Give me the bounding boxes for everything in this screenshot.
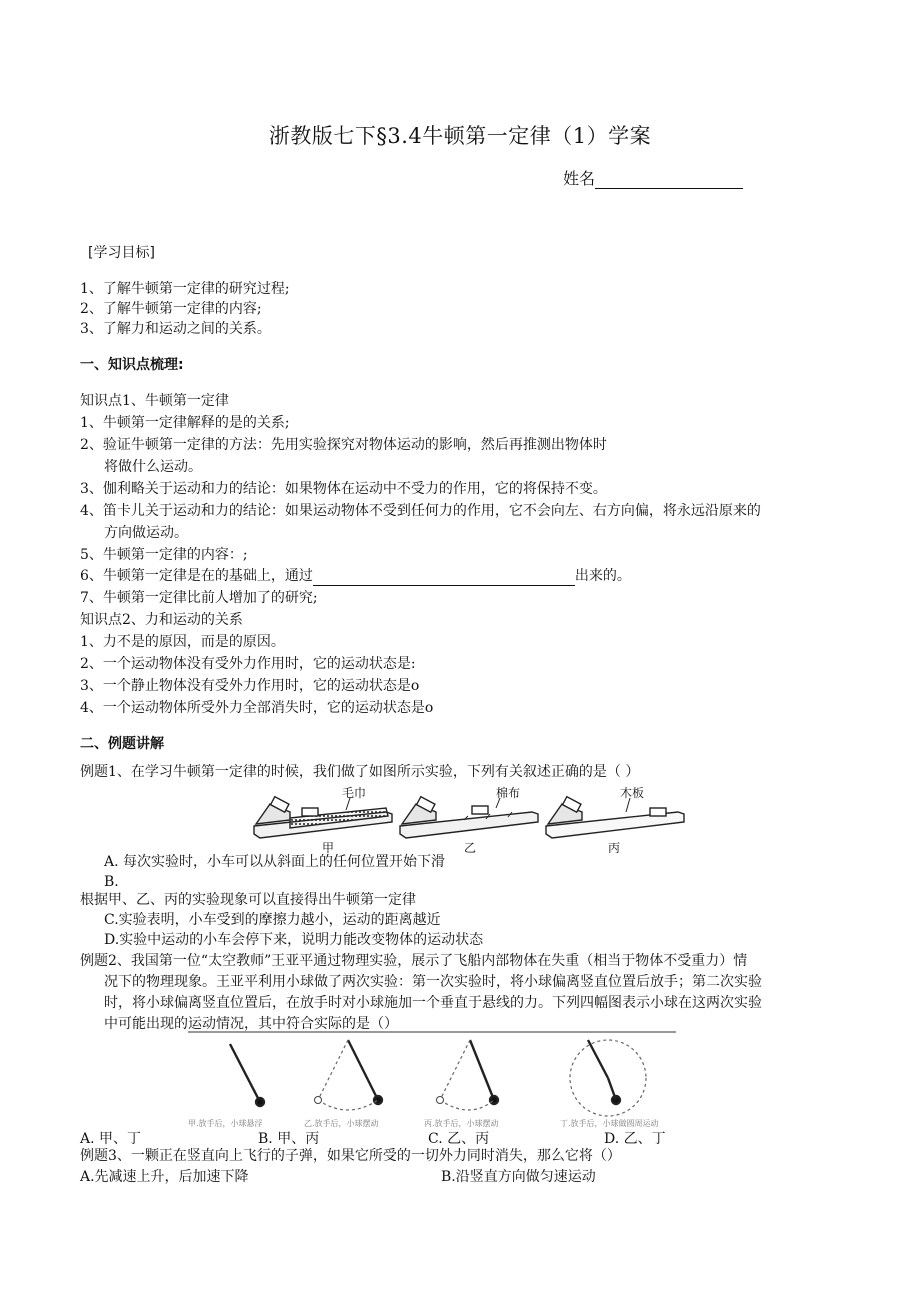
ex1-option-d: D.实验中运动的小车会停下来，说明力能改变物体的运动状态 xyxy=(104,932,484,948)
ex1-option-b: B. xyxy=(104,874,119,890)
ex2-option-d: D. 乙、丁 xyxy=(604,1131,666,1147)
kp1-item: 1、牛顿第一定律解释的是的关系; xyxy=(80,415,290,431)
ex2-option-b: B. 甲、丙 xyxy=(258,1131,320,1147)
fig-caption-bing: 丙 xyxy=(608,841,621,855)
name-label: 姓名 xyxy=(563,169,596,188)
kp1-item: 4、笛卡儿关于运动和力的结论：如果运动物体不受到任何力的作用，它不会向左、右方向偏，将永远沿原来的 xyxy=(80,503,761,519)
item6-blank[interactable] xyxy=(313,571,575,586)
ex1-option-a: A. 每次实验时，小车可以从斜面上的任何位置开始下滑 xyxy=(104,854,446,870)
goals-heading: [学习目标] xyxy=(88,245,155,261)
ex2-line: 例题2、我国第一位“太空教师”王亚平通过物理实验，展示了飞船内部物体在失重（相当于物体不受重力）情 xyxy=(80,953,748,969)
pendulum-caption-4: 丁.放手后，小球做圆周运动 xyxy=(560,1119,659,1128)
ex2-line: 况下的物理现象。王亚平利用小球做了两次实验：第一次实验时，将小球偏离竖直位置后放手；第二次实验 xyxy=(104,974,762,990)
pendulum-caption-3: 丙.放手后，小球摆动 xyxy=(424,1119,499,1128)
kp1-item: 将做什么运动。 xyxy=(104,459,202,475)
kp1-item: 方向做运动。 xyxy=(104,525,188,541)
item6-prefix: 6、牛顿第一定律是在的基础上，通过 xyxy=(80,568,313,584)
ex3-question: 例题3、一颗正在竖直向上飞行的子弹，如果它所受的一切外力同时消失，那么它将（） xyxy=(80,1148,621,1164)
kp2-title: 知识点2、力和运动的关系 xyxy=(80,612,243,628)
section1-heading: 一、知识点梳理: xyxy=(80,357,184,373)
kp2-item: 3、一个静止物体没有受外力作用时，它的运动状态是o xyxy=(80,678,420,694)
fig-label-towel: 毛巾 xyxy=(342,786,367,800)
ex3-option-a: A.先减速上升，后加速下降 xyxy=(80,1169,249,1185)
fig-caption-yi: 乙 xyxy=(464,841,477,855)
kp1-item-6 xyxy=(80,566,631,586)
ex1-option-c: C.实验表明，小车受到的摩擦力越小，运动的距离越近 xyxy=(104,912,441,928)
kp2-item: 2、一个运动物体没有受外力作用时，它的运动状态是: xyxy=(80,656,416,672)
pendulum-caption-2: 乙.放手后，小球摆动 xyxy=(304,1119,379,1128)
ex2-option-a: A. 甲、丁 xyxy=(80,1131,142,1147)
kp1-item: 5、牛顿第一定律的内容：; xyxy=(80,547,248,563)
ex2-line: 中可能出现的运动情况，其中符合实际的是（） xyxy=(104,1016,398,1032)
pendulum-caption-1: 甲.放手后，小球悬浮 xyxy=(188,1119,263,1128)
ex1-ramp-figure xyxy=(250,786,690,858)
kp1-title: 知识点1、牛顿第一定律 xyxy=(80,393,229,409)
page-title: 浙教版七下§3.4牛顿第一定律（1）学案 xyxy=(268,124,652,148)
goal-item: 1、了解牛顿第一定律的研究过程; xyxy=(80,281,290,297)
name-blank[interactable] xyxy=(595,172,743,189)
goal-item: 2、了解牛顿第一定律的内容; xyxy=(80,301,262,317)
kp1-item: 3、伽利略关于运动和力的结论：如果物体在运动中不受力的作用，它的将保持不变。 xyxy=(80,481,607,497)
goal-item: 3、了解力和运动之间的关系。 xyxy=(80,321,271,337)
ex3-option-b: B.沿竖直方向做匀速运动 xyxy=(441,1169,596,1185)
ex2-option-c: C. 乙、丙 xyxy=(428,1131,490,1147)
fig-label-cotton: 棉布 xyxy=(496,786,521,800)
section2-heading: 二、例题讲解 xyxy=(80,736,164,752)
fig-caption-jia: 甲 xyxy=(322,841,335,855)
kp1-item: 2、验证牛顿第一定律的方法：先用实验探究对物体运动的影响，然后再推测出物体时 xyxy=(80,437,607,453)
ex1-option-b-text: 根据甲、乙、丙的实验现象可以直接得出牛顿第一定律 xyxy=(80,892,416,908)
item6-suffix: 出来的。 xyxy=(574,568,631,584)
ex1-question: 例题1、在学习牛顿第一定律的时候，我们做了如图所示实验，下列有关叙述正确的是（ ） xyxy=(80,764,640,780)
fig-label-board: 木板 xyxy=(620,786,645,800)
kp1-item: 7、牛顿第一定律比前人增加了的研究; xyxy=(80,590,318,606)
ex2-line: 时，将小球偏离竖直位置后，在放手时对小球施加一个垂直于悬线的力。下列四幅图表示小球在这两次实验 xyxy=(104,995,762,1011)
kp2-item: 4、一个运动物体所受外力全部消失时，它的运动状态是o xyxy=(80,700,434,716)
ex2-pendulum-figure xyxy=(188,1030,678,1130)
name-field[interactable] xyxy=(563,166,743,189)
kp2-item: 1、力不是的原因，而是的原因。 xyxy=(80,634,285,650)
